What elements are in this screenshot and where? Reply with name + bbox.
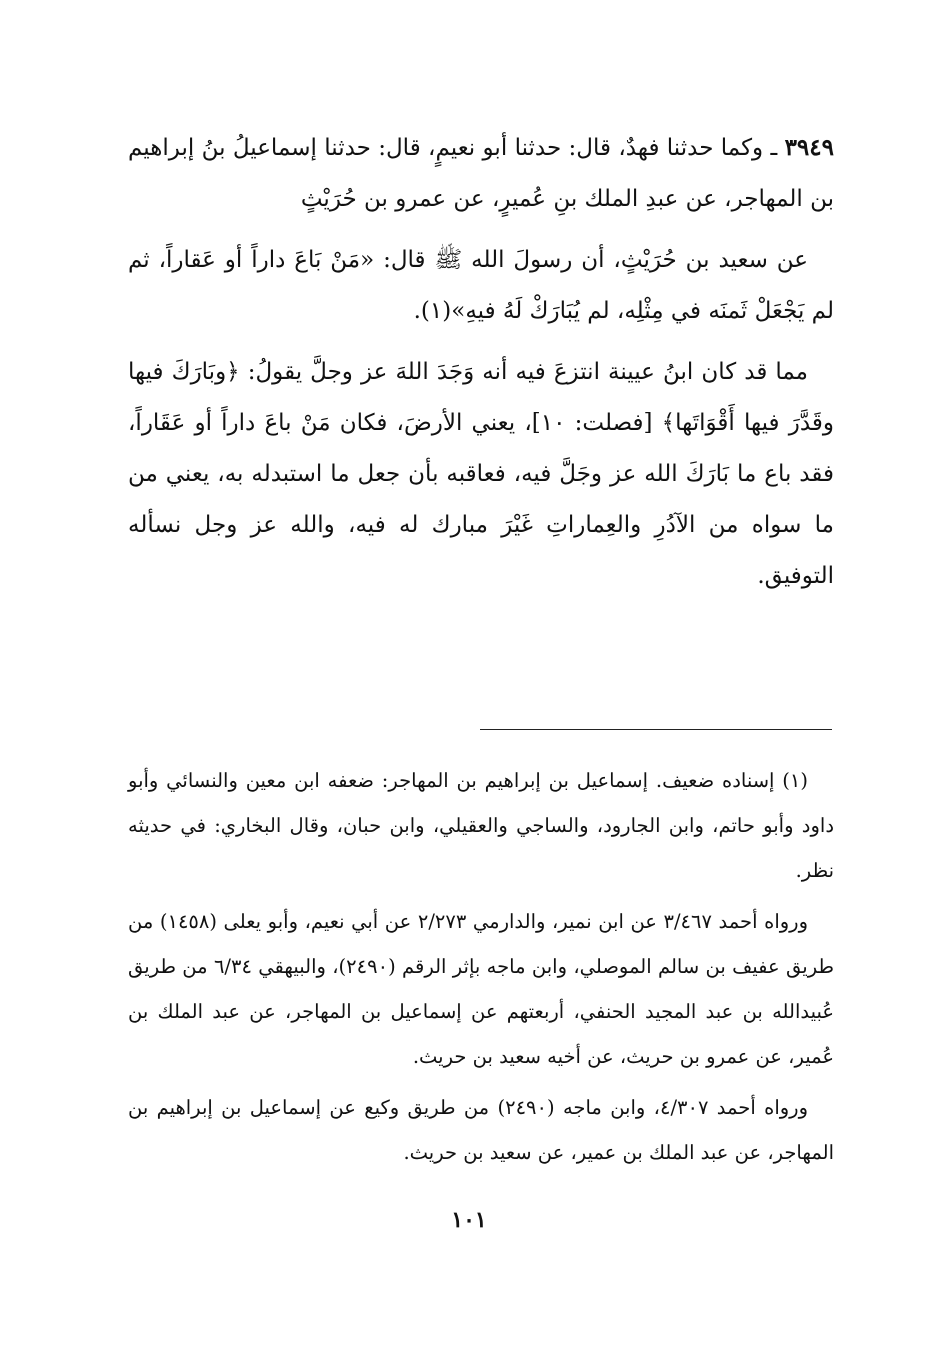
isnad-paragraph <box>128 122 834 225</box>
hadith-number: ٣٩٤٩ <box>784 134 834 161</box>
page-number: ١٠١ <box>451 1207 487 1233</box>
isnad-text: ـ وكما حدثنا فهدٌ، قال: حدثنا أبو نعيمٍ، قال: حدثنا إسماعيلُ بنُ إبراهيم بن المهاجر، عن عبدِ الملك بنِ عُميرٍ، عن عمرو بن حُرَيْثٍ <box>128 135 834 212</box>
footnote-divider <box>480 729 832 730</box>
footnote-takhrij-2: ورواه أحمد ٤/٣٠٧، وابن ماجه (٢٤٩٠) من طريق وكيع عن إسماعيل بن إبراهيم بن المهاجر، عن عبد الملك بن عمير، عن سعيد بن حريث. <box>128 1096 834 1164</box>
matn-paragraph: عن سعيد بن حُرَيْثٍ، أن رسولَ الله ﷺ قال: «مَنْ بَاعَ داراً أو عَقاراً، ثم لم يَجْعَلْ ثَمنَه في مِثْلِه، لم يُبَارَكْ لَهُ فيهِ»(١). <box>128 247 834 324</box>
main-text <box>128 122 834 612</box>
commentary-paragraph: مما قد كان ابنُ عيينة انتزعَ فيه أنه وَجَدَ اللهَ عز وجلَّ يقولُ: ﴿وبَارَكَ فيها وقَدَّرَ فيها أَقْوَاتَها﴾ [فصلت: ١٠]، يعني الأرضَ، فكان مَنْ باعَ داراً أو عَقَاراً، فقد باع ما بَارَكَ الله عز وجَلَّ فيه، فعاقبه بأن جعل ما استبدله به، يعني من ما سواه من الآدُرِ والعِماراتِ غَيْرَ مبارك له فيه، والله عز وجل نسأله التوفيق. <box>128 359 834 589</box>
footnotes <box>128 758 834 1181</box>
footnote-takhrij-1: ورواه أحمد ٣/٤٦٧ عن ابن نمير، والدارمي ٢/٢٧٣ عن أبي نعيم، وأبو يعلى (١٤٥٨) من طريق عفيف بن سالم الموصلي، وابن ماجه بإثر الرقم (٢٤٩٠)، والبيهقي ٦/٣٤ من طريق عُبيدالله بن عبد المجيد الحنفي، أربعتهم عن إسماعيل بن المهاجر، عن عبد الملك بن عُمير، عن عمرو بن حريث، عن أخيه سعيد بن حريث. <box>128 910 834 1068</box>
footnote-1: (١) إسناده ضعيف. إسماعيل بن إبراهيم بن المهاجر: ضعفه ابن معين والنسائي وأبو داود وأبو حاتم، وابن الجارود، والساجي والعقيلي، وابن حبان، وقال البخاري: في حديثه نظر. <box>128 769 834 882</box>
